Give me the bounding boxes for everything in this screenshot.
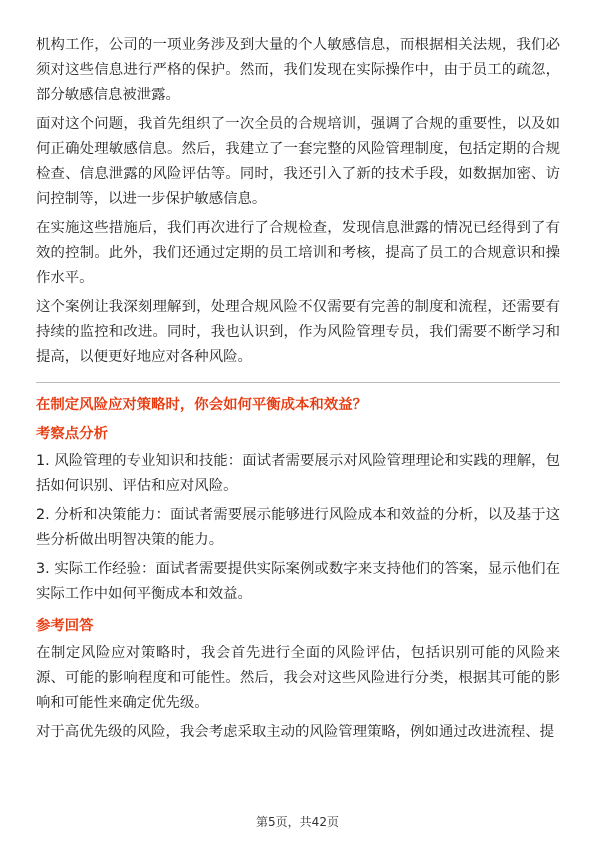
intro-paragraph-1: 机构工作，公司的一项业务涉及到大量的个人敏感信息，而根据相关法规，我们必须对这些信息进行严格的保护。然而，我们发现在实际操作中，由于员工的疏忽，部分敏感信息被泄露。 — [36, 37, 560, 103]
intro-paragraph-4: 这个案例让我深刻理解到，处理合规风险不仅需要有完善的制度和流程，还需要有持续的监控和改进。同时，我也认识到，作为风险管理专员，我们需要不断学习和提高，以便更好地应对各种风险。 — [36, 299, 560, 365]
reference-paragraph-2: 对于高优先级的风险，我会考虑采取主动的风险管理策略，例如通过改进流程、提 — [36, 724, 555, 740]
reference-heading: 参考回答 — [36, 618, 94, 634]
reference-paragraph-1: 在制定风险应对策略时，我会首先进行全面的风险评估，包括识别可能的风险来源、可能的影响程度和可能性。然后，我会对这些风险进行分类，根据其可能的影响和可能性来确定优先级。 — [36, 645, 560, 711]
analysis-heading: 考察点分析 — [36, 426, 108, 442]
page-content — [36, 33, 560, 749]
question-title: 在制定风险应对策略时，你会如何平衡成本和效益？ — [36, 397, 367, 413]
section-divider — [36, 382, 560, 383]
page-footer: 第5页，共42页 — [256, 815, 339, 829]
analysis-item-2: 2. 分析和决策能力：面试者需要展示能够进行风险成本和效益的分析，以及基于这些分析做出明智决策的能力。 — [36, 507, 560, 548]
intro-paragraph-2: 面对这个问题，我首先组织了一次全员的合规培训，强调了合规的重要性，以及如何正确处理敏感信息。然后，我建立了一套完整的风险管理制度，包括定期的合规检查、信息泄露的风险评估等。同时，我还引入了新的技术手段，如数据加密、访问控制等，以进一步保护敏感信息。 — [36, 116, 560, 207]
intro-paragraph-3: 在实施这些措施后，我们再次进行了合规检查，发现信息泄露的情况已经得到了有效的控制。此外，我们还通过定期的员工培训和考核，提高了员工的合规意识和操作水平。 — [36, 220, 560, 286]
analysis-item-1: 1. 风险管理的专业知识和技能：面试者需要展示对风险管理理论和实践的理解，包括如何识别、评估和应对风险。 — [36, 453, 560, 494]
analysis-item-3: 3. 实际工作经验：面试者需要提供实际案例或数字来支持他们的答案，显示他们在实际工作中如何平衡成本和效益。 — [36, 561, 560, 602]
